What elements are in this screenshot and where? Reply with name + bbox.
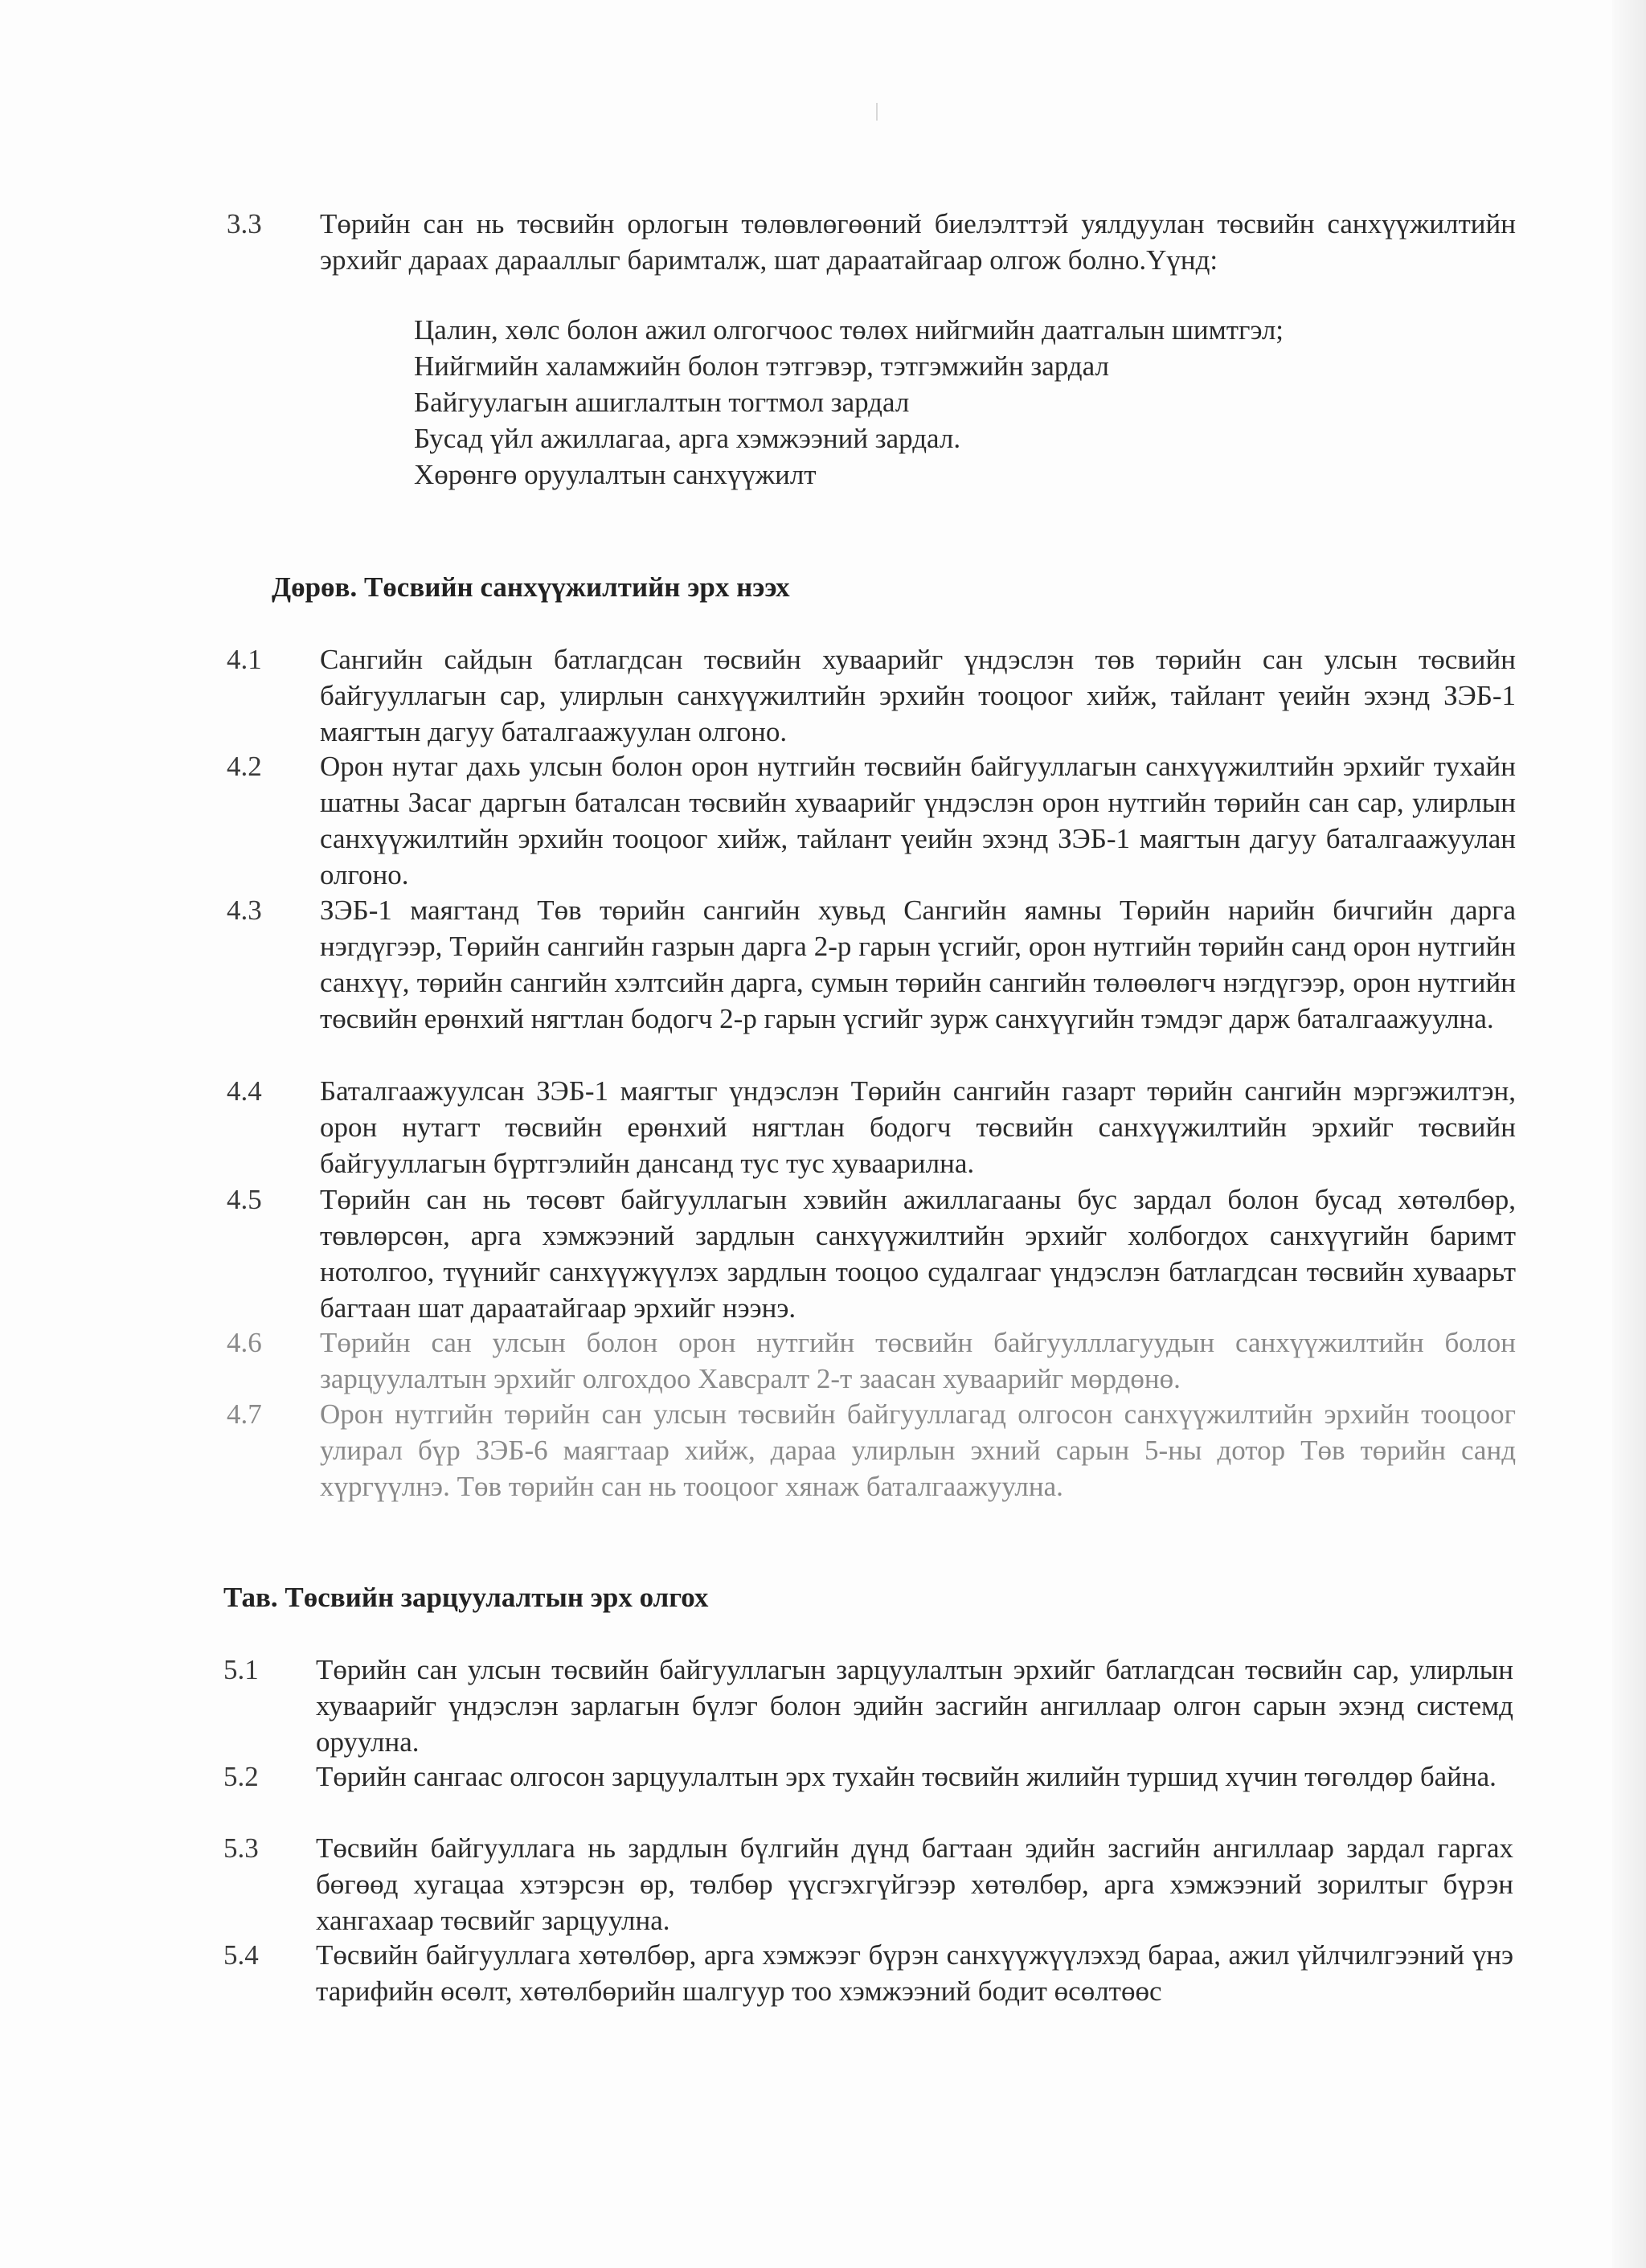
clause-text: Төсвийн байгууллага хөтөлбөр, арга хэмжээг бүрэн санхүүжүүлэхэд бараа, ажил үйлчилгээний үнэ тарифийн өсөлт, хөтөлбөрийн шалгуур тоо хэмжээний бодит өсөлтөөс	[316, 1939, 1513, 2007]
clause-text: Төсвийн байгууллага нь зардлын бүлгийн дүнд багтаан эдийн засгийн ангиллаар зардал гаргах бөгөөд хугацаа хэтэрсэн өр, төлбөр үүсгэхгүйгээр хөтөлбөр, арга хэмжээний зорилтыг бүрэн хангахаар төсвийг зарцуулна.	[316, 1832, 1513, 1936]
clause-number: 4.6	[227, 1327, 262, 1358]
list-item: Хөрөнгө оруулалтын санхүүжилт	[414, 459, 817, 490]
clause-number: 5.4	[223, 1939, 259, 1971]
clause-number: 3.3	[227, 208, 262, 239]
clause-number: 5.2	[223, 1761, 259, 1792]
section-heading: Дөрөв. Төсвийн санхүүжилтийн эрх нээх	[272, 571, 790, 603]
clause-text: Сангийн сайдын батлагдсан төсвийн хуваарийг үндэслэн төв төрийн сан улсын төсвийн байгууллагын сар, улирлын санхүүжилтийн эрхийн тооцоог хийж, тайлант үеийн эхэнд ЗЭБ-1 маягтын дагуу баталгаажуулан олгоно.	[320, 644, 1516, 747]
list-item: Байгуулагын ашиглалтын тогтмол зардал	[414, 387, 910, 418]
clause-number: 4.7	[227, 1398, 262, 1430]
clause-text: Төрийн сан нь төсвийн орлогын төлөвлөгөөний биелэлттэй уялдуулан төсвийн санхүүжилтийн эрхийг дараах дарааллыг баримталж, шат дараатайгаар олгож болно.Үүнд:	[320, 208, 1516, 276]
clause-text: Төрийн сангаас олгосон зарцуулалтын эрх тухайн төсвийн жилийн туршид хүчин төгөлдөр байна.	[316, 1761, 1497, 1792]
scan-mark	[876, 103, 878, 121]
clause-text: Орон нутаг дахь улсын болон орон нутгийн төсвийн байгууллагын санхүүжилтийн эрхийг тухайн шатны Засаг даргын баталсан төсвийн хуваарийг үндэслэн орон нутгийн төрийн сан сар, улирлын санхүүжилтийн эрхийн тооцоог хийж, тайлант үеийн эхэнд ЗЭБ-1 маягтын дагуу баталгаажуулан олгоно.	[320, 751, 1516, 890]
clause-number: 4.4	[227, 1075, 262, 1107]
clause-text: Төрийн сан нь төсөвт байгууллагын хэвийн ажиллагааны бус зардал болон бусад хөтөлбөр, төвлөрсөн, арга хэмжээний зардлын санхүүжилтийн эрхийг холбогдох санхүүгийн баримт нотолгоо, түүнийг санхүүжүүлэх зардлын тооцоо судалгааг үндэслэн батлагдсан төсвийн хуваарьт багтаан шат дараатайгаар эрхийг нээнэ.	[320, 1184, 1516, 1324]
list-item: Цалин, хөлс болон ажил олгогчоос төлөх нийгмийн даатгалын шимтгэл;	[414, 314, 1284, 346]
list-item: Бусад үйл ажиллагаа, арга хэмжээний зардал.	[414, 423, 961, 454]
clause-number: 5.3	[223, 1832, 259, 1864]
clause-number: 4.5	[227, 1184, 262, 1215]
clause-number: 5.1	[223, 1654, 259, 1685]
clause-text: Баталгаажуулсан ЗЭБ-1 маягтыг үндэслэн Төрийн сангийн газарт төрийн сангийн мэргэжилтэн, орон нутагт төсвийн ерөнхий нягтлан бодогч төсвийн санхүүжилтийн эрхийг төсвийн байгууллагын бүртгэлийн дансанд тус тус хуваарилна.	[320, 1075, 1516, 1179]
scan-shadow-edge	[1612, 0, 1646, 2268]
clause-text: Орон нутгийн төрийн сан улсын төсвийн байгууллагад олгосон санхүүжилтийн эрхийн тооцоог улирал бүр ЗЭБ-6 маягтаар хийж, дараа улирлын эхний сарын 5-ны дотор Төв төрийн санд хүргүүлнэ. Төв төрийн сан нь тооцоог хянаж баталгаажуулна.	[320, 1398, 1516, 1502]
clause-number: 4.2	[227, 751, 262, 782]
section-heading: Тав. Төсвийн зарцуулалтын эрх олгох	[223, 1582, 709, 1613]
clause-text: ЗЭБ-1 маягтанд Төв төрийн сангийн хувьд Сангийн яамны Төрийн нарийн бичгийн дарга нэгдүгээр, Төрийн сангийн газрын дарга 2-р гарын үсгийг, орон нутгийн төрийн санд орон нутгийн санхүү, төрийн сангийн хэлтсийн дарга, сумын төрийн сангийн төлөөлөгч нэгдүгээр, орон нутгийн төсвийн ерөнхий нягтлан бодогч 2-р гарын үсгийг зурж санхүүгийн тэмдэг дарж баталгаажуулна.	[320, 895, 1516, 1034]
clause-number: 4.3	[227, 895, 262, 926]
clause-text: Төрийн сан улсын болон орон нутгийн төсвийн байгуулллагуудын санхүүжилтийн болон зарцуулалтын эрхийг олгохдоо Хавсралт 2-т заасан хуваарийг мөрдөнө.	[320, 1327, 1516, 1394]
clause-text: Төрийн сан улсын төсвийн байгууллагын зарцуулалтын эрхийг батлагдсан төсвийн сар, улирлын хуваарийг үндэслэн зарлагын бүлэг болон эдийн засгийн ангиллаар олгон сарын эхэнд системд оруулна.	[316, 1654, 1513, 1758]
clause-number: 4.1	[227, 644, 262, 675]
list-item: Нийгмийн халамжийн болон тэтгэвэр, тэтгэмжийн зардал	[414, 350, 1109, 382]
